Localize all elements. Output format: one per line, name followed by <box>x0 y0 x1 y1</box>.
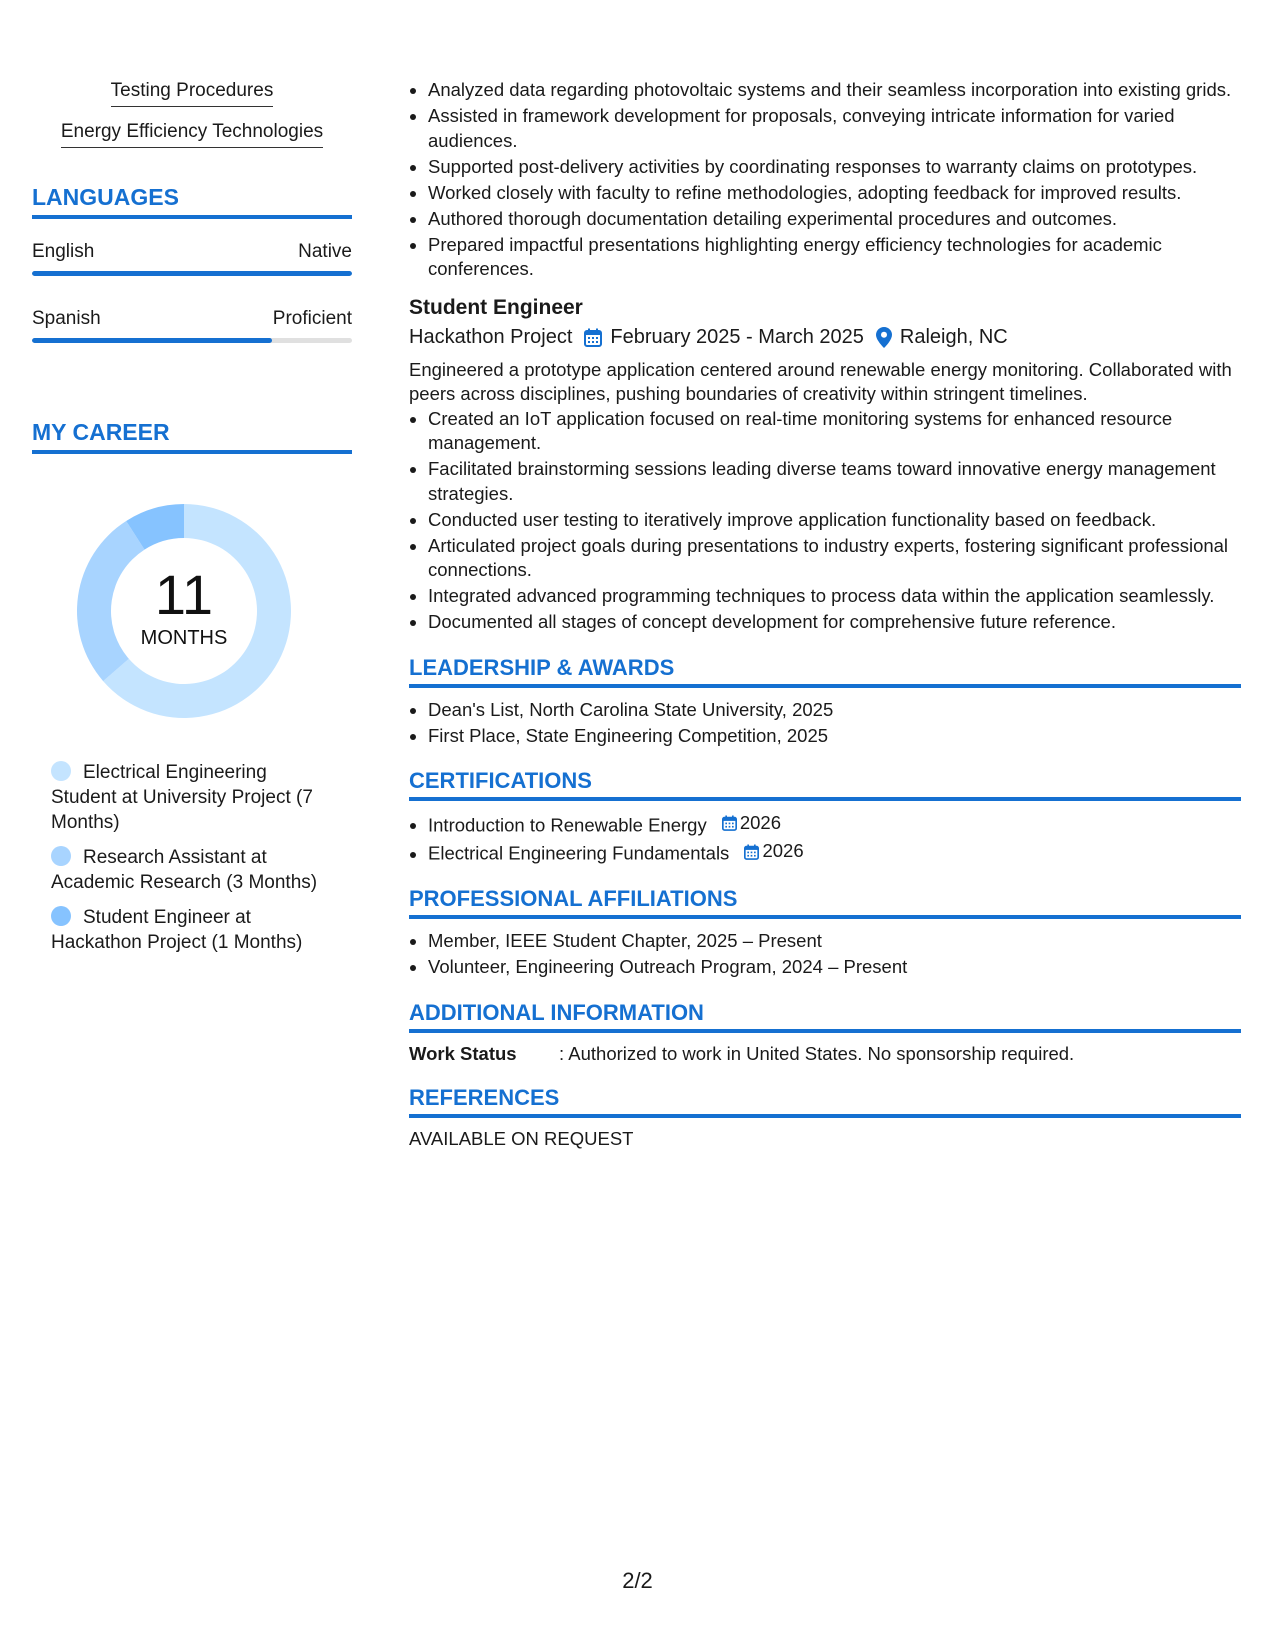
page-number: 2/2 <box>622 1568 653 1593</box>
certifications-list <box>409 811 1241 866</box>
location-pin-icon <box>876 327 892 348</box>
language-bar-fill <box>32 338 272 343</box>
work-status-value: : Authorized to work in United States. No sponsorship required. <box>559 1042 1075 1064</box>
calendar-icon <box>722 815 737 831</box>
list-item: • Conducted user testing to iteratively improve application functionality based on feedback. <box>428 508 1241 533</box>
career-heading: MY CAREER <box>32 419 352 454</box>
list-item: • Articulated project goals during presentations to industry experts, fostering significant professional connections. <box>428 534 1241 583</box>
language-item <box>32 241 352 276</box>
cert-year: 2026 <box>762 840 804 862</box>
language-name: English <box>32 241 95 262</box>
additional-info-heading: ADDITIONAL INFORMATION <box>409 1000 1241 1033</box>
leadership-heading: LEADERSHIP & AWARDS <box>409 655 1241 688</box>
job-meta <box>409 326 1241 349</box>
list-item: • Dean's List, North Carolina State University, 2025 <box>428 698 1241 723</box>
list-item: • Supported post-delivery activities by coordinating responses to warranty claims on prototypes. <box>428 155 1241 180</box>
list-item: • Documented all stages of concept development for comprehensive future reference. <box>428 610 1241 635</box>
leadership-list <box>409 698 1241 749</box>
work-status-row <box>409 1043 1241 1065</box>
job-location: Raleigh, NC <box>899 325 1008 348</box>
list-item: • Integrated advanced programming techniques to process data within the application seamlessly. <box>428 584 1241 609</box>
work-status-label: Work Status <box>409 1042 517 1064</box>
list-item: • Facilitated brainstorming sessions leading diverse teams toward innovative energy management strategies. <box>428 457 1241 506</box>
legend-item: Research Assistant at Academic Research (3 Months) <box>51 847 318 893</box>
languages-heading: LANGUAGES <box>32 184 352 219</box>
career-donut-chart <box>69 496 299 726</box>
list-item: • Authored thorough documentation detailing experimental procedures and outcomes. <box>428 207 1241 232</box>
affiliations-list <box>409 929 1241 980</box>
list-item: • Created an IoT application focused on real-time monitoring systems for enhanced resource management. <box>428 407 1241 456</box>
language-name: Spanish <box>32 308 101 329</box>
left-column <box>32 80 352 965</box>
right-column <box>409 78 1241 1150</box>
job-bullets <box>409 407 1241 635</box>
calendar-icon <box>584 328 602 347</box>
cert-name: Introduction to Renewable Energy <box>428 814 707 836</box>
skill-item: Testing Procedures <box>32 80 352 107</box>
list-item: • Assisted in framework development for proposals, conveying intricate information for varied audiences. <box>428 104 1241 153</box>
job-description: Engineered a prototype application centered around renewable energy monitoring. Collaborated with peers across disciplines, pushing boundaries of creativity within stringent timelines. <box>409 358 1232 404</box>
list-item: • Prepared impactful presentations highlighting energy efficiency technologies for academic conferences. <box>428 233 1241 282</box>
legend-dot <box>51 846 71 866</box>
affiliations-heading: PROFESSIONAL AFFILIATIONS <box>409 886 1241 919</box>
job-title: Student Engineer <box>409 295 583 319</box>
skill-item: Energy Efficiency Technologies <box>32 121 352 148</box>
cert-year: 2026 <box>739 812 781 833</box>
job-company: Hackathon Project <box>409 325 573 348</box>
language-level: Proficient <box>272 308 352 329</box>
list-item: • Member, IEEE Student Chapter, 2025 – Present <box>428 929 1241 954</box>
list-item: • Volunteer, Engineering Outreach Program, 2024 – Present <box>428 955 1241 980</box>
legend-dot <box>51 906 71 926</box>
references-text: AVAILABLE ON REQUEST <box>409 1127 634 1149</box>
list-item: • First Place, State Engineering Competition, 2025 <box>428 724 1241 749</box>
legend-item: Student Engineer at Hackathon Project (1 Months) <box>51 907 303 953</box>
language-level: Native <box>298 241 352 262</box>
career-legend <box>32 760 321 955</box>
legend-item: Electrical Engineering Student at University Project (7 Months) <box>51 762 313 833</box>
certifications-heading: CERTIFICATIONS <box>409 768 1241 801</box>
calendar-icon <box>744 844 759 860</box>
language-bar <box>32 271 352 276</box>
list-item: • Worked closely with faculty to refine methodologies, adopting feedback for improved results. <box>428 181 1241 206</box>
career-unit: MONTHS <box>140 626 228 649</box>
cert-name: Electrical Engineering Fundamentals <box>428 842 730 864</box>
career-total: 11 <box>154 562 214 626</box>
previous-job-bullets <box>409 78 1241 282</box>
job-dates: February 2025 - March 2025 <box>610 325 864 348</box>
language-item <box>32 308 352 343</box>
references-heading: REFERENCES <box>409 1085 1241 1118</box>
legend-dot <box>51 761 71 781</box>
list-item <box>428 839 1241 866</box>
language-bar <box>32 338 352 343</box>
list-item: • Analyzed data regarding photovoltaic systems and their seamless incorporation into existing grids. <box>428 78 1241 103</box>
language-bar-fill <box>32 271 352 276</box>
list-item <box>428 811 1241 838</box>
